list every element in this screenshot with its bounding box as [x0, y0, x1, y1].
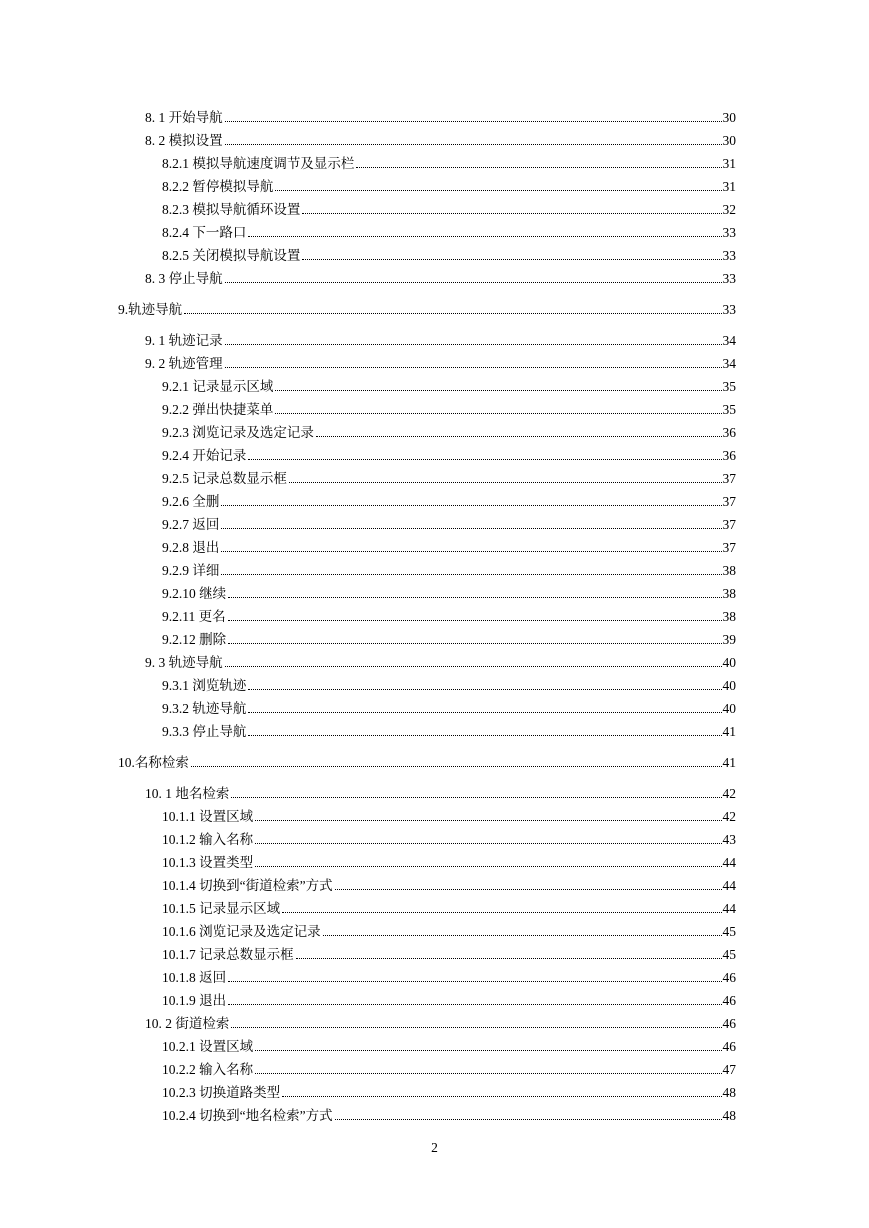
toc-entry-label: 10. 1 地名检索	[145, 786, 230, 801]
toc-entry-label: 9.2.11 更名	[162, 609, 226, 624]
toc-entry-page: 35	[722, 379, 736, 394]
toc-entry-label: 9. 3 轨迹导航	[145, 655, 223, 670]
toc-entry-label: 10.1.2 输入名称	[162, 832, 254, 847]
toc-entry[interactable]	[162, 1104, 736, 1124]
toc-entry-page: 46	[722, 970, 736, 985]
toc-entry-page: 37	[722, 540, 736, 555]
toc-entry[interactable]	[145, 1012, 736, 1032]
toc-entry-page: 31	[722, 156, 736, 171]
toc-leader-dots	[221, 505, 721, 506]
toc-leader-dots	[302, 259, 721, 260]
toc-entry-page: 46	[722, 1039, 736, 1054]
toc-entry[interactable]	[162, 467, 736, 487]
toc-leader-dots	[248, 459, 721, 460]
toc-entry-page: 41	[722, 755, 736, 770]
toc-entry-label: 10.2.1 设置区域	[162, 1039, 254, 1054]
toc-leader-dots	[225, 367, 722, 368]
toc-entry[interactable]	[162, 152, 736, 172]
toc-entry-label: 9.3.1 浏览轨迹	[162, 678, 247, 693]
toc-leader-dots	[225, 282, 722, 283]
toc-entry[interactable]	[145, 329, 736, 349]
toc-leader-dots	[275, 190, 721, 191]
toc-entry-page: 34	[722, 333, 736, 348]
toc-leader-dots	[225, 121, 722, 122]
toc-entry-label: 10.2.3 切换道路类型	[162, 1085, 281, 1100]
toc-entry[interactable]	[162, 513, 736, 533]
toc-entry-page: 38	[722, 563, 736, 578]
toc-entry[interactable]	[162, 674, 736, 694]
toc-leader-dots	[225, 666, 722, 667]
toc-entry[interactable]	[162, 828, 736, 848]
toc-entry-page: 30	[722, 110, 736, 125]
toc-entry-label: 10. 2 街道检索	[145, 1016, 230, 1031]
toc-entry-label: 9. 1 轨迹记录	[145, 333, 223, 348]
toc-entry-label: 9.2.2 弹出快捷菜单	[162, 402, 274, 417]
toc-entry-label: 8. 1 开始导航	[145, 110, 223, 125]
toc-entry-label: 8.2.3 模拟导航循环设置	[162, 202, 301, 217]
toc-entry-label: 8.2.1 模拟导航速度调节及显示栏	[162, 156, 355, 171]
toc-entry-label: 10.1.1 设置区域	[162, 809, 254, 824]
toc-entry-label: 9.2.4 开始记录	[162, 448, 247, 463]
toc-entry[interactable]	[162, 605, 736, 625]
toc-entry-page: 33	[722, 248, 736, 263]
toc-entry-label: 10.1.5 记录显示区域	[162, 901, 281, 916]
toc-entry-label: 9. 2 轨迹管理	[145, 356, 223, 371]
toc-entry[interactable]	[162, 244, 736, 264]
page-number: 2	[431, 1140, 438, 1155]
toc-entry-label: 10.1.9 退出	[162, 993, 227, 1008]
toc-entry-label: 9.3.3 停止导航	[162, 724, 247, 739]
toc-leader-dots	[289, 482, 722, 483]
toc-entry-page: 33	[722, 271, 736, 286]
toc-leader-dots	[231, 797, 721, 798]
toc-entry[interactable]	[118, 751, 736, 771]
toc-leader-dots	[191, 766, 722, 767]
toc-leader-dots	[282, 1096, 721, 1097]
toc-entry[interactable]	[162, 966, 736, 986]
toc-entry[interactable]	[145, 129, 736, 149]
toc-entry-page: 48	[722, 1085, 736, 1100]
toc-entry[interactable]	[162, 490, 736, 510]
toc-entry[interactable]	[162, 221, 736, 241]
toc-leader-dots	[275, 390, 721, 391]
toc-entry-label: 8. 2 模拟设置	[145, 133, 223, 148]
toc-entry[interactable]	[162, 943, 736, 963]
toc-entry-label: 10.2.4 切换到“地名检索”方式	[162, 1108, 333, 1123]
toc-entry[interactable]	[145, 267, 736, 287]
toc-leader-dots	[296, 958, 722, 959]
toc-entry-label: 8.2.4 下一路口	[162, 225, 247, 240]
toc-leader-dots	[316, 436, 722, 437]
toc-entry-page: 37	[722, 517, 736, 532]
toc-leader-dots	[221, 574, 721, 575]
toc-leader-dots	[248, 236, 721, 237]
toc-entry-page: 45	[722, 924, 736, 939]
toc-entry-label: 9.轨迹导航	[118, 302, 183, 317]
toc-leader-dots	[275, 413, 721, 414]
toc-entry[interactable]	[162, 897, 736, 917]
toc-entry[interactable]	[162, 1081, 736, 1101]
toc-entry[interactable]	[162, 720, 736, 740]
toc-entry-page: 35	[722, 402, 736, 417]
toc-leader-dots	[225, 144, 722, 145]
toc-entry-label: 10.1.8 返回	[162, 970, 227, 985]
toc-entry-page: 42	[722, 809, 736, 824]
toc-leader-dots	[184, 313, 721, 314]
toc-leader-dots	[335, 889, 722, 890]
toc-entry[interactable]	[162, 874, 736, 894]
toc-entry-label: 9.2.8 退出	[162, 540, 220, 555]
toc-entry[interactable]	[162, 851, 736, 871]
toc-entry[interactable]	[145, 651, 736, 671]
toc-entry-page: 30	[722, 133, 736, 148]
toc-entry-page: 42	[722, 786, 736, 801]
toc-entry-page: 43	[722, 832, 736, 847]
toc-entry[interactable]	[162, 697, 736, 717]
toc-entry-label: 9.2.5 记录总数显示框	[162, 471, 287, 486]
toc-leader-dots	[335, 1119, 722, 1120]
toc-entry-page: 37	[722, 494, 736, 509]
toc-entry[interactable]	[118, 298, 736, 318]
toc-entry-label: 10.1.3 设置类型	[162, 855, 254, 870]
toc-entry-page: 31	[722, 179, 736, 194]
toc-leader-dots	[255, 1050, 721, 1051]
toc-entry-label: 9.2.6 全删	[162, 494, 220, 509]
toc-entry[interactable]	[162, 989, 736, 1009]
toc-leader-dots	[228, 1004, 721, 1005]
toc-entry-label: 9.2.1 记录显示区域	[162, 379, 274, 394]
toc-leader-dots	[302, 213, 721, 214]
toc-entry[interactable]	[162, 805, 736, 825]
toc-leader-dots	[323, 935, 722, 936]
toc-entry-page: 40	[722, 678, 736, 693]
toc-entry-label: 9.2.10 继续	[162, 586, 227, 601]
toc-entry-label: 10.2.2 输入名称	[162, 1062, 254, 1077]
toc-entry-page: 40	[722, 701, 736, 716]
toc-entry-page: 46	[722, 1016, 736, 1031]
toc-leader-dots	[248, 689, 721, 690]
toc-entry-page: 44	[722, 901, 736, 916]
toc-entry-label: 8.2.5 关闭模拟导航设置	[162, 248, 301, 263]
toc-leader-dots	[221, 551, 721, 552]
toc-entry-label: 10.1.7 记录总数显示框	[162, 947, 294, 962]
toc-entry-page: 37	[722, 471, 736, 486]
toc-entry-page: 47	[722, 1062, 736, 1077]
toc-entry-page: 41	[722, 724, 736, 739]
toc-entry[interactable]	[162, 375, 736, 395]
toc-entry-label: 9.2.3 浏览记录及选定记录	[162, 425, 314, 440]
toc-entry-page: 32	[722, 202, 736, 217]
toc-entry-page: 38	[722, 609, 736, 624]
toc-entry[interactable]	[162, 1058, 736, 1078]
toc-entry[interactable]	[162, 536, 736, 556]
toc-leader-dots	[248, 712, 721, 713]
toc-leader-dots	[228, 597, 721, 598]
toc-entry-label: 10.1.4 切换到“街道检索”方式	[162, 878, 333, 893]
toc-entry-page: 46	[722, 993, 736, 1008]
toc-leader-dots	[255, 866, 721, 867]
toc-leader-dots	[282, 912, 721, 913]
toc-entry-page: 36	[722, 448, 736, 463]
toc-leader-dots	[248, 735, 721, 736]
toc-entry[interactable]	[162, 398, 736, 418]
toc-leader-dots	[221, 528, 721, 529]
toc-leader-dots	[228, 981, 721, 982]
toc-entry-page: 33	[722, 302, 736, 317]
toc-entry[interactable]	[145, 106, 736, 126]
toc-entry[interactable]	[162, 628, 736, 648]
toc-entry-label: 9.2.12 删除	[162, 632, 227, 647]
toc-entry-page: 39	[722, 632, 736, 647]
toc-entry-label: 10.名称检索	[118, 755, 189, 770]
toc-entry-page: 33	[722, 225, 736, 240]
toc-entry-page: 38	[722, 586, 736, 601]
toc-leader-dots	[255, 1073, 721, 1074]
toc-entry[interactable]	[145, 352, 736, 372]
toc-entry-page: 40	[722, 655, 736, 670]
toc-entry[interactable]	[162, 559, 736, 579]
toc-entry[interactable]	[162, 1035, 736, 1055]
toc-entry[interactable]	[162, 198, 736, 218]
toc-entry-page: 34	[722, 356, 736, 371]
toc-entry-label: 8.2.2 暂停模拟导航	[162, 179, 274, 194]
toc-leader-dots	[228, 643, 721, 644]
toc-entry[interactable]	[145, 782, 736, 802]
toc-entry-page: 44	[722, 855, 736, 870]
toc-entry-label: 9.3.2 轨迹导航	[162, 701, 247, 716]
toc-entry[interactable]	[162, 920, 736, 940]
toc-leader-dots	[231, 1027, 721, 1028]
toc-entry-label: 10.1.6 浏览记录及选定记录	[162, 924, 321, 939]
toc-entry[interactable]	[162, 582, 736, 602]
toc-entry[interactable]	[162, 421, 736, 441]
toc-entry[interactable]	[162, 444, 736, 464]
toc-leader-dots	[255, 820, 721, 821]
toc-entry-page: 44	[722, 878, 736, 893]
toc-leader-dots	[356, 167, 721, 168]
toc-entry-page: 48	[722, 1108, 736, 1123]
toc-entry-page: 45	[722, 947, 736, 962]
toc-entry-label: 9.2.9 详细	[162, 563, 220, 578]
toc-leader-dots	[228, 620, 722, 621]
toc-entry-label: 9.2.7 返回	[162, 517, 220, 532]
toc-entry[interactable]	[162, 175, 736, 195]
toc-leader-dots	[225, 344, 722, 345]
toc-entry-label: 8. 3 停止导航	[145, 271, 223, 286]
toc-leader-dots	[255, 843, 721, 844]
toc-entry-page: 36	[722, 425, 736, 440]
